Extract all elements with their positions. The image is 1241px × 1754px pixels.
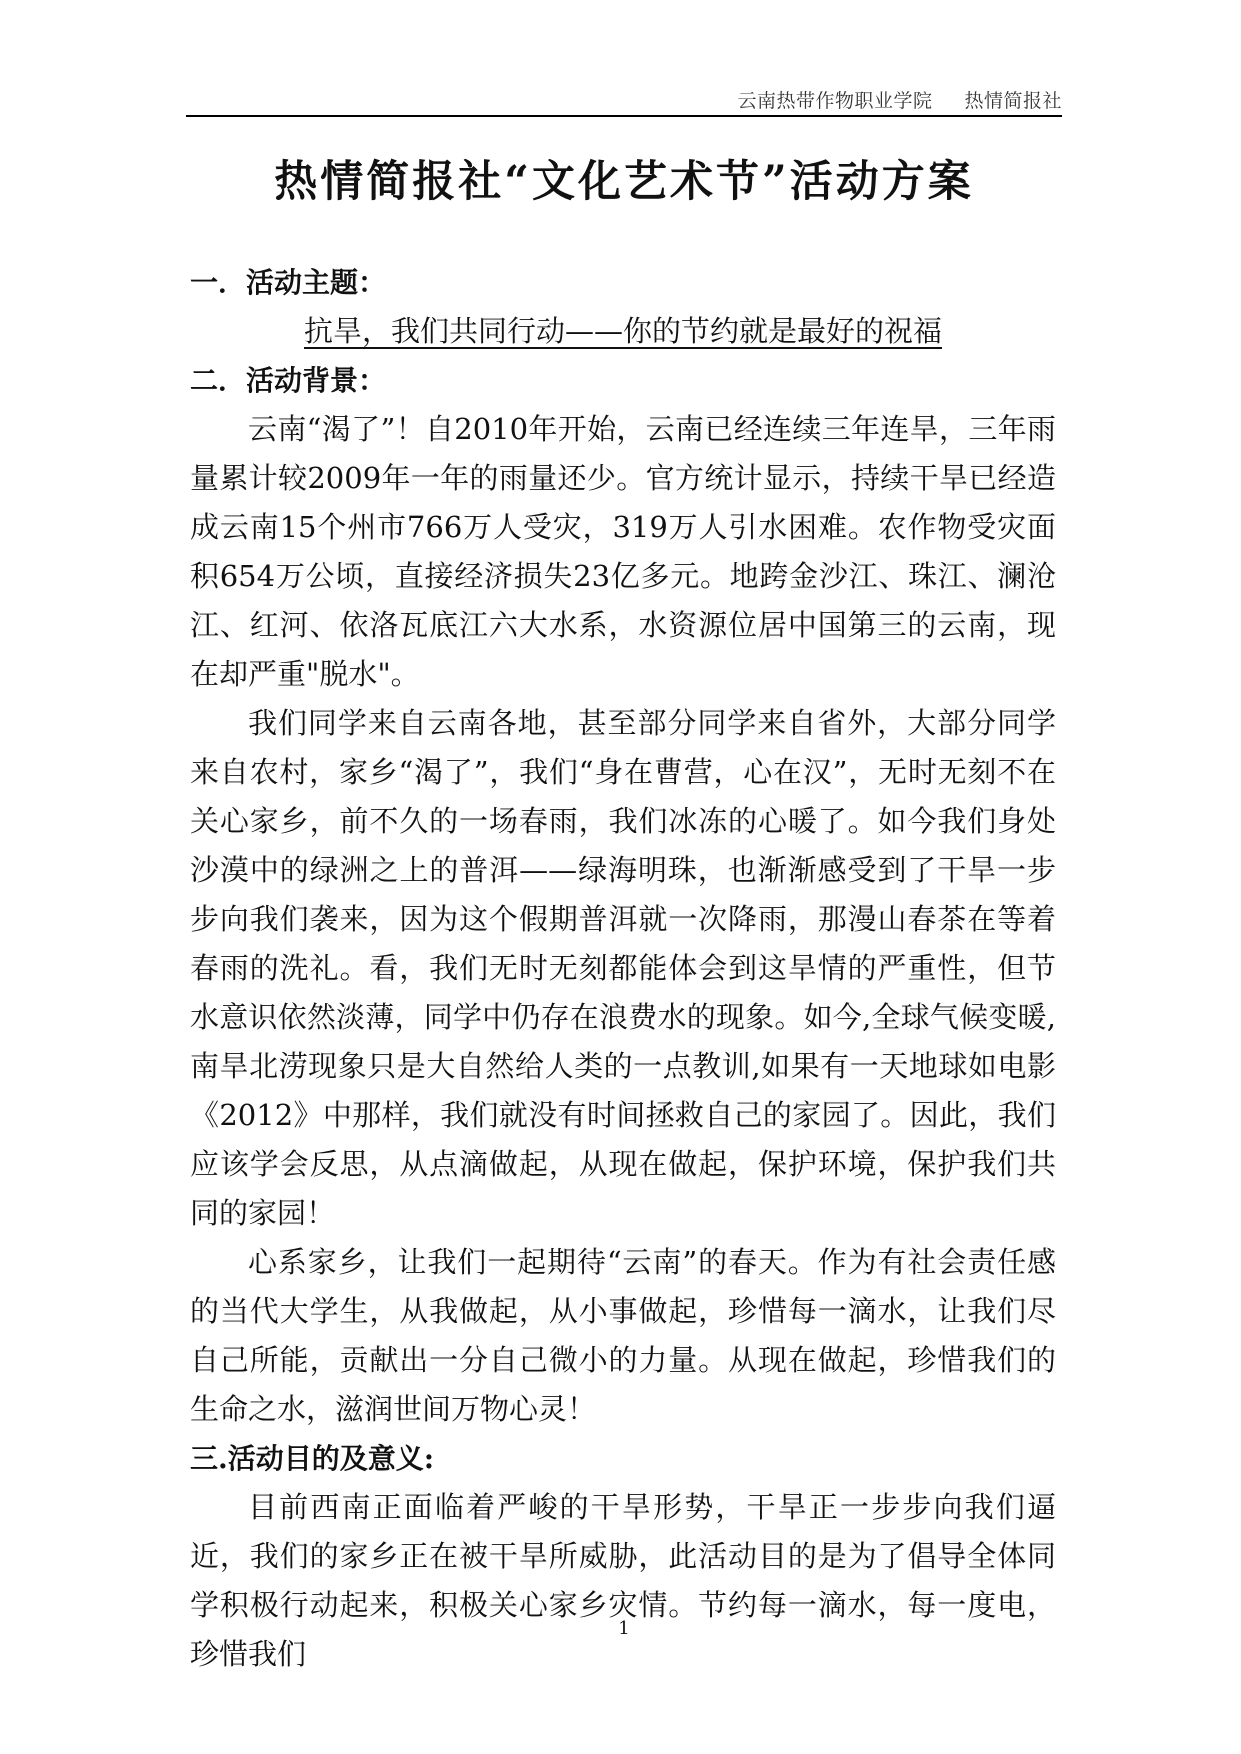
document-title: 热情简报社“文化艺术节”活动方案 <box>274 157 974 207</box>
section-heading-theme: 一．活动主题： <box>190 266 387 299</box>
document-body <box>190 258 1056 1679</box>
background-paragraph: 心系家乡，让我们一起期待“云南”的春天。作为有社会责任感的当代大学生，从我做起，从小事做起，珍惜每一滴水，让我们尽自己所能，贡献出一分自己微小的力量。从现在做起，珍惜我们的生命之水，滋润世间万物心灵！ <box>190 1245 1056 1426</box>
activity-theme <box>190 307 1056 356</box>
page-header <box>186 86 1062 113</box>
header-club: 热情简报社 <box>964 90 1062 112</box>
header-rule <box>186 115 1062 117</box>
background-paragraph: 我们同学来自云南各地，甚至部分同学来自省外，大部分同学来自农村，家乡“渴了”，我们“身在曹营，心在汉”，无时无刻不在关心家乡，前不久的一场春雨，我们冰冻的心暖了。如今我们身处沙漠中的绿洲之上的普洱——绿海明珠，也渐渐感受到了干旱一步步向我们袭来，因为这个假期普洱就一次降雨，那漫山春茶在等着春雨的洗礼。看，我们无时无刻都能体会到这旱情的严重性，但节水意识依然淡薄，同学中仍存在浪费水的现象。如今,全球气候变暖,南旱北涝现象只是大自然给人类的一点教训,如果有一天地球如电影《2012》中那样，我们就没有时间拯救自己的家园了。因此，我们应该学会反思，从点滴做起，从现在做起，保护环境，保护我们共同的家园！ <box>190 706 1056 1230</box>
section-heading-background: 二．活动背景： <box>190 364 387 397</box>
section-heading-purpose: 三.活动目的及意义: <box>190 1442 435 1475</box>
purpose-paragraph: 目前西南正面临着严峻的干旱形势，干旱正一步步向我们逼近，我们的家乡正在被干旱所威胁，此活动目的是为了倡导全体同学积极行动起来，积极关心家乡灾情。节约每一滴水，每一度电，珍惜我们 <box>190 1490 1056 1671</box>
activity-theme-text: 抗旱，我们共同行动——你的节约就是最好的祝福 <box>303 314 942 348</box>
background-paragraph: 云南“渴了”！自2010年开始，云南已经连续三年连旱，三年雨量累计较2009年一年的雨量还少。官方统计显示，持续干旱已经造成云南15个州市766万人受灾，319万人引水困难。农作物受灾面积654万公顷，直接经济损失23亿多元。地跨金沙江、珠江、澜沧江、红河、依洛瓦底江六大水系，水资源位居中国第三的云南，现在却严重"脱水"。 <box>190 412 1056 691</box>
header-organization: 云南热带作物职业学院 <box>737 90 933 112</box>
page-number: 1 <box>618 1618 630 1639</box>
